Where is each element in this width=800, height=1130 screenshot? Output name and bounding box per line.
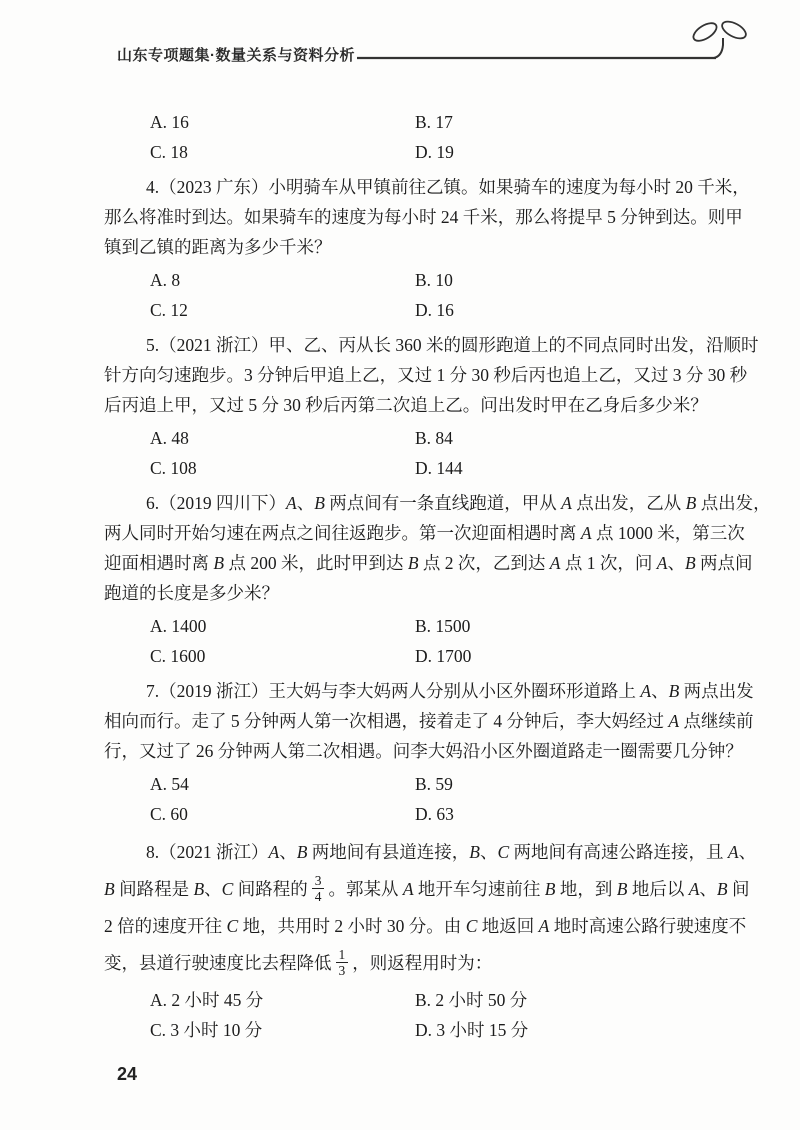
- question-6: [104, 488, 771, 671]
- stem-text: ，则返程用时为：: [352, 953, 493, 973]
- question-stem-line: [104, 871, 750, 908]
- fraction-denominator: 4: [312, 888, 325, 905]
- option-b: B. 84: [415, 428, 453, 448]
- option-c: C. 108: [150, 458, 197, 478]
- question-stem-line: 跑道的长度是多少米？: [104, 583, 279, 603]
- question-stem-line: 镇到乙镇的距离为多少千米？: [104, 237, 332, 257]
- question-stem-line: 5.（2021 浙江）甲、乙、丙从长 360 米的圆形跑道上的不同点同时出发，沿顺时: [146, 335, 759, 355]
- fraction-three-fourths: [312, 873, 325, 905]
- question-stem-line: 迎面相遇时离 B 点 200 米，此时甲到达 B 点 2 次，乙到达 A 点 1 次，问 A、B 两点间: [104, 553, 753, 573]
- question-stem-line: 那么将准时到达。如果骑车的速度为每小时 24 千米，那么将提早 5 分钟到达。则甲: [104, 207, 743, 227]
- question3-options: [104, 107, 716, 167]
- option-d: D. 63: [415, 804, 454, 824]
- option-a: A. 16: [150, 112, 189, 132]
- questions-area: [104, 104, 771, 1089]
- option-b: B. 10: [415, 270, 453, 290]
- option-a: A. 1400: [150, 616, 207, 636]
- option-c: C. 60: [150, 804, 188, 824]
- option-d: D. 3 小时 15 分: [415, 1020, 529, 1040]
- page-header-title: 山东专项题集·数量关系与资料分析: [117, 47, 355, 64]
- stem-text: 变，县道行驶速度比去程降低: [104, 953, 332, 973]
- option-c: C. 12: [150, 300, 188, 320]
- option-d: D. 19: [415, 142, 454, 162]
- sprout-icon: [0, 0, 800, 80]
- question-stem-line: 针方向匀速跑步。3 分钟后甲追上乙，又过 1 分 30 秒后丙也追上乙，又过 3 分 30 秒: [104, 365, 748, 385]
- option-a: A. 54: [150, 774, 189, 794]
- fraction-denominator: 3: [336, 962, 349, 979]
- option-b: B. 17: [415, 112, 453, 132]
- option-a: A. 2 小时 45 分: [150, 990, 264, 1010]
- question-stem-line: [104, 945, 716, 982]
- page-number: 24: [117, 1064, 138, 1084]
- option-c: C. 3 小时 10 分: [150, 1020, 263, 1040]
- option-d: D. 144: [415, 458, 463, 478]
- question4-options: [104, 265, 716, 325]
- option-a: A. 48: [150, 428, 189, 448]
- question-5: [104, 330, 759, 483]
- stem-text: B 间路程是 B、C 间路程的: [104, 879, 308, 899]
- question-stem-line: 行，又过了 26 分钟两人第二次相遇。问李大妈沿小区外圈道路走一圈需要几分钟？: [104, 741, 743, 761]
- fraction-one-third: [336, 947, 349, 979]
- option-b: B. 1500: [415, 616, 471, 636]
- question-stem-line: 4.（2023 广东）小明骑车从甲镇前往乙镇。如果骑车的速度为每小时 20 千米，: [146, 177, 750, 197]
- sprout-leaf-left: [691, 20, 720, 45]
- fraction-numerator: 3: [314, 872, 322, 888]
- question-stem-line: 6.（2019 四川下）A、B 两点间有一条直线跑道，甲从 A 点出发，乙从 B 点出发，: [146, 493, 771, 513]
- option-d: D. 1700: [415, 646, 472, 666]
- sprout-stem: [714, 38, 723, 58]
- option-c: C. 1600: [150, 646, 206, 666]
- option-b: B. 2 小时 50 分: [415, 990, 528, 1010]
- question-stem-line: 两人同时开始匀速在两点之间往返跑步。第一次迎面相遇时离 A 点 1000 米，第三次: [104, 523, 745, 543]
- question-stem-line: 相向而行。走了 5 分钟两人第一次相遇，接着走了 4 分钟后，李大妈经过 A 点继续前: [104, 711, 754, 731]
- question-stem-line: 7.（2019 浙江）王大妈与李大妈两人分别从小区外圈环形道路上 A、B 两点出发: [146, 681, 754, 701]
- fraction-numerator: 1: [338, 946, 346, 962]
- question8-options: [104, 985, 716, 1045]
- question-8: [104, 834, 757, 1045]
- question-7: [104, 676, 754, 829]
- question-stem-line: 8.（2021 浙江）A、B 两地间有县道连接，B、C 两地间有高速公路连接，且 A、: [146, 842, 757, 862]
- stem-text: 。郭某从 A 地开车匀速前往 B 地，到 B 地后以 A、B 间: [328, 879, 750, 899]
- option-c: C. 18: [150, 142, 188, 162]
- question-stem-line: 2 倍的速度开往 C 地，共用时 2 小时 30 分。由 C 地返回 A 地时高速公路行驶速度不: [104, 916, 747, 936]
- option-a: A. 8: [150, 270, 181, 290]
- option-b: B. 59: [415, 774, 453, 794]
- question7-options: [104, 769, 716, 829]
- option-d: D. 16: [415, 300, 454, 320]
- question5-options: [104, 423, 716, 483]
- question-4: [104, 172, 750, 325]
- question-stem-line: 后丙追上甲，又过 5 分 30 秒后丙第二次追上乙。问出发时甲在乙身后多少米？: [104, 395, 708, 415]
- question6-options: [104, 611, 716, 671]
